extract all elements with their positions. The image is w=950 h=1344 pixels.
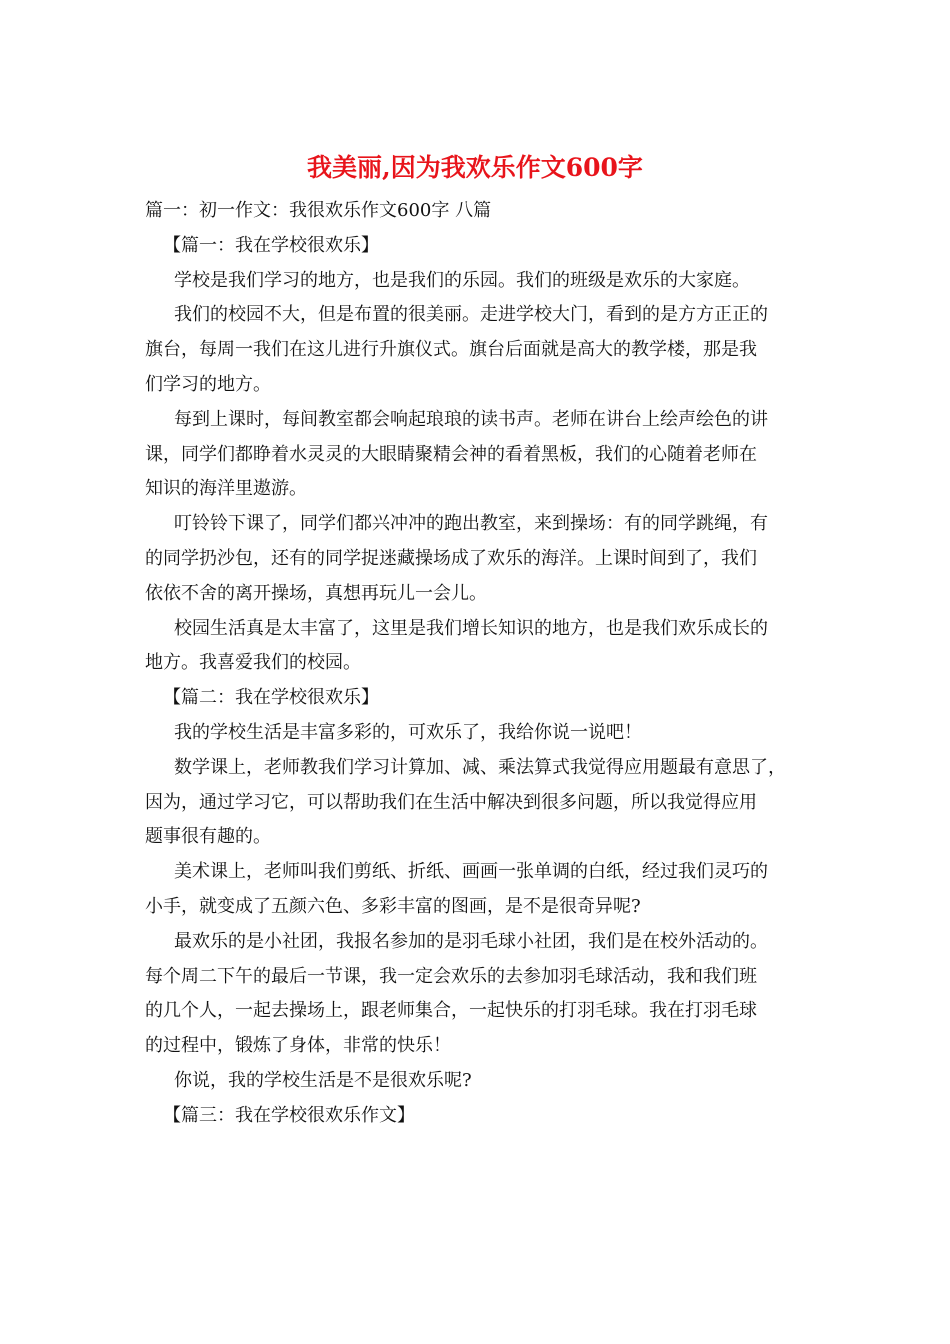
text-line: 的同学扔沙包，还有的同学捉迷藏操场成了欢乐的海洋。上课时间到了，我们 — [145, 547, 757, 569]
text-line: 你说，我的学校生活是不是很欢乐呢? — [174, 1069, 472, 1091]
section-heading: 【篇三：我在学校很欢乐作文】 — [163, 1104, 415, 1126]
text-line: 校园生活真是太丰富了，这里是我们增长知识的地方，也是我们欢乐成长的 — [174, 617, 768, 639]
text-line: 地方。我喜爱我们的校园。 — [145, 652, 361, 674]
text-line: 篇一：初一作文：我很欢乐作文600字 八篇 — [145, 200, 492, 221]
text-line: 最欢乐的是小社团，我报名参加的是羽毛球小社团，我们是在校外活动的。 — [174, 930, 768, 952]
document-body — [145, 194, 815, 1134]
text-line: 数学课上，老师教我们学习计算加、减、乘法算式我觉得应用题最有意思了， — [174, 756, 786, 778]
text-line: 因为，通过学习它，可以帮助我们在生活中解决到很多问题，所以我觉得应用 — [145, 791, 757, 813]
text-line: 知识的海洋里遨游。 — [145, 478, 307, 500]
text-line: 学校是我们学习的地方，也是我们的乐园。我们的班级是欢乐的大家庭。 — [174, 269, 750, 291]
text-line: 依依不舍的离开操场，真想再玩儿一会儿。 — [145, 582, 487, 604]
text-line: 旗台，每周一我们在这儿进行升旗仪式。旗台后面就是高大的教学楼，那是我 — [145, 339, 757, 361]
text-line: 每到上课时，每间教室都会响起琅琅的读书声。老师在讲台上绘声绘色的讲 — [174, 408, 768, 430]
text-line: 叮铃铃下课了，同学们都兴冲冲的跑出教室，来到操场：有的同学跳绳，有 — [174, 513, 768, 535]
text-line: 的几个人，一起去操场上，跟老师集合，一起快乐的打羽毛球。我在打羽毛球 — [145, 1000, 757, 1022]
text-line: 我们的校园不大，但是布置的很美丽。走进学校大门，看到的是方方正正的 — [174, 304, 768, 326]
section-heading: 【篇二：我在学校很欢乐】 — [163, 687, 379, 709]
text-line: 们学习的地方。 — [145, 373, 271, 395]
text-line: 的过程中，锻炼了身体，非常的快乐！ — [145, 1035, 451, 1057]
text-line: 每个周二下午的最后一节课，我一定会欢乐的去参加羽毛球活动，我和我们班 — [145, 965, 757, 987]
text-line: 小手，就变成了五颜六色、多彩丰富的图画，是不是很奇异呢? — [145, 895, 641, 917]
text-line: 题事很有趣的。 — [145, 826, 271, 848]
section-heading: 【篇一：我在学校很欢乐】 — [163, 234, 379, 256]
text-line: 我的学校生活是丰富多彩的，可欢乐了，我给你说一说吧！ — [174, 721, 642, 743]
text-line: 课，同学们都睁着水灵灵的大眼睛聚精会神的看着黑板，我们的心随着老师在 — [145, 443, 757, 465]
document-title: 我美丽,因为我欢乐作文600字 — [307, 153, 643, 182]
text-line: 美术课上，老师叫我们剪纸、折纸、画画一张单调的白纸，经过我们灵巧的 — [174, 861, 768, 883]
